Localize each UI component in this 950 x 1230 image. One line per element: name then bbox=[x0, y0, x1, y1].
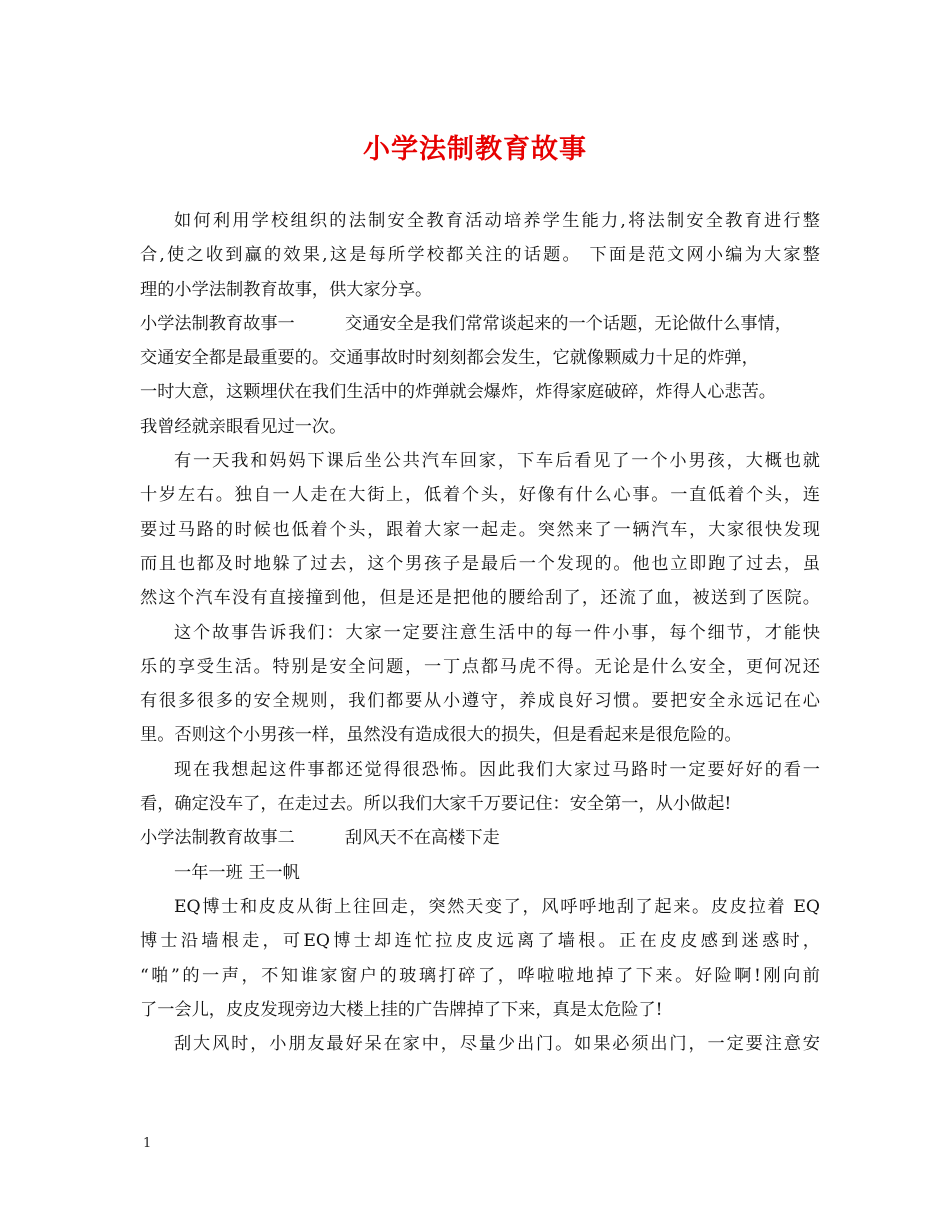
story1-line: 然这个汽车没有直接撞到他，但是还是把他的腰给刮了，还流了血，被送到了医院。 bbox=[140, 588, 820, 609]
story1-line: 交通安全都是最重要的。交通事故时时刻刻都会发生，它就像颗威力十足的炸弹， bbox=[140, 348, 759, 369]
story1-line: 有一天我和妈妈下课后坐公共汽车回家，下车后看见了一个小男孩，大概也就 bbox=[174, 451, 820, 472]
intro-line-2: 合,使之收到赢的效果,这是每所学校都关注的话题。 下面是范文网小编为大家整 bbox=[140, 245, 820, 266]
story1-line: 而且也都及时地躲了过去，这个男孩子是最后一个发现的。他也立即跑了过去，虽 bbox=[140, 553, 820, 574]
story2-label: 小学法制教育故事二 bbox=[140, 828, 295, 849]
story2-author-line: 一年一班 王一帆 bbox=[174, 862, 300, 883]
story1-line: 现在我想起这件事都还觉得很恐怖。因此我们大家过马路时一定要好好的看一 bbox=[174, 759, 820, 780]
story1-line: 要过马路的时候也低着个头，跟着大家一起走。突然来了一辆汽车，大家很快发现 bbox=[140, 519, 820, 540]
story2-line: 刮大风时，小朋友最好呆在家中，尽量少出门。如果必须出门，一定要注意安 bbox=[174, 1034, 820, 1055]
story1-line: 这个故事告诉我们：大家一定要注意生活中的每一件小事，每个细节，才能快 bbox=[174, 622, 820, 643]
document-title: 小学法制教育故事 bbox=[363, 134, 587, 165]
story1-line: 我曾经就亲眼看见过一次。 bbox=[140, 416, 347, 437]
page-number: 1 bbox=[143, 1136, 152, 1151]
story1-line: 有很多很多的安全规则，我们都要从小遵守，养成良好习惯。要把安全永远记在心 bbox=[140, 691, 820, 712]
story2-line: EQ博士和皮皮从街上往回走，突然天变了，风呼呼地刮了起来。皮皮拉着 EQ bbox=[174, 896, 820, 917]
story1-line: 看，确定没车了，在走过去。所以我们大家千万要记住：安全第一，从小做起! bbox=[140, 794, 732, 815]
story1-first-line: 交通安全是我们常常谈起来的一个话题，无论做什么事情， bbox=[345, 313, 792, 334]
intro-line-3: 理的小学法制教育故事，供大家分享。 bbox=[140, 279, 433, 300]
story1-label: 小学法制教育故事一 bbox=[140, 313, 295, 334]
story1-line: 乐的享受生活。特别是安全问题，一丁点都马虎不得。无论是什么安全，更何况还 bbox=[140, 656, 820, 677]
story2-first-line: 刮风天不在高楼下走 bbox=[345, 828, 500, 849]
story1-line: 一时大意，这颗埋伏在我们生活中的炸弹就会爆炸，炸得家庭破碎，炸得人心悲苦。 bbox=[140, 382, 776, 403]
story1-heading-line bbox=[140, 307, 820, 341]
story2-line: 博士沿墙根走，可EQ博士却连忙拉皮皮远离了墙根。正在皮皮感到迷惑时， bbox=[140, 931, 820, 952]
story2-heading-line bbox=[140, 821, 820, 855]
intro-line-1: 如何利用学校组织的法制安全教育活动培养学生能力,将法制安全教育进行整 bbox=[174, 211, 820, 231]
story2-line: “啪”的一声，不知谁家窗户的玻璃打碎了，哗啦啦地掉了下来。好险啊!刚向前 bbox=[140, 965, 820, 986]
document-body bbox=[140, 204, 820, 1061]
story2-line: 了一会儿，皮皮发现旁边大楼上挂的广告牌掉了下来，真是太危险了! bbox=[140, 999, 663, 1020]
story1-line: 十岁左右。独自一人走在大街上，低着个头，好像有什么心事。一直低着个头，连 bbox=[140, 485, 820, 506]
story1-line: 里。否则这个小男孩一样，虽然没有造成很大的损失，但是看起来是很危险的。 bbox=[140, 725, 742, 746]
